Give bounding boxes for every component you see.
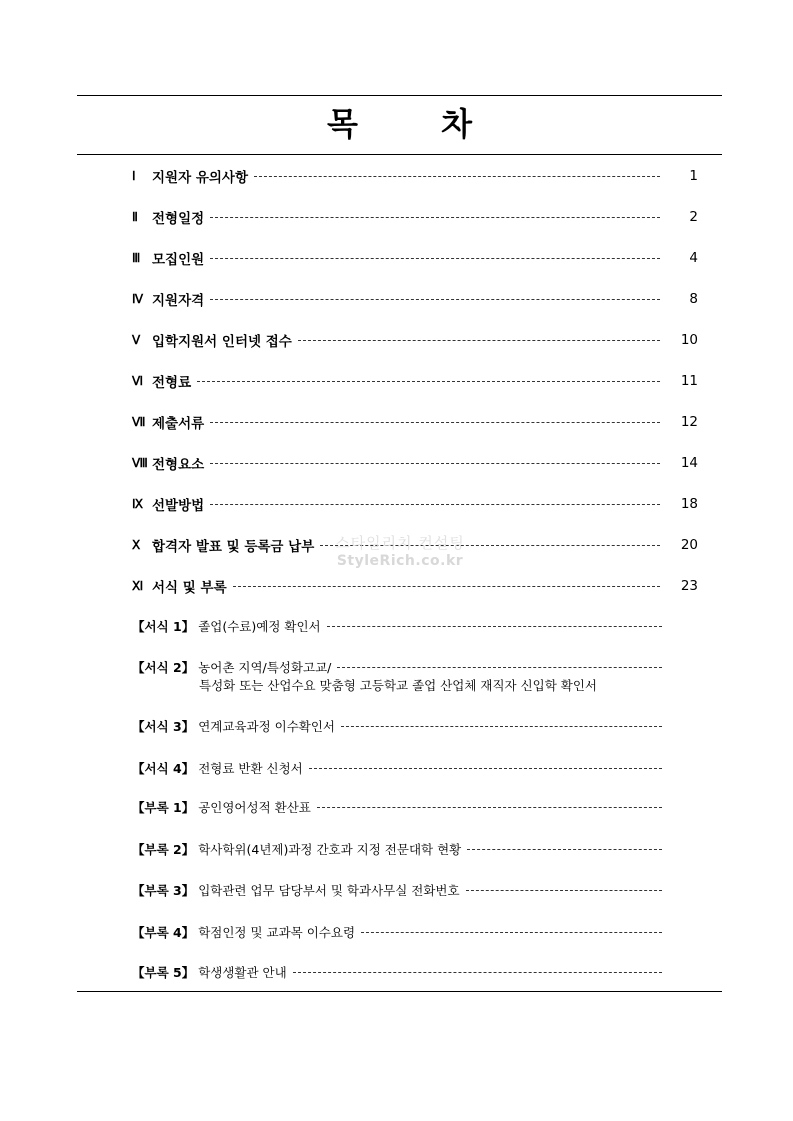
dot-leader — [197, 381, 660, 382]
toc-entry[interactable] — [132, 288, 700, 310]
toc-label: 모집인원 — [152, 252, 205, 268]
title-rule — [77, 154, 722, 155]
appendix-entry[interactable] — [132, 962, 662, 982]
toc-entry[interactable] — [132, 165, 700, 187]
appendix-entry[interactable] — [132, 616, 662, 636]
toc-label: 입학지원서 인터넷 접수 — [152, 334, 292, 350]
toc-label: 지원자 유의사항 — [152, 170, 248, 186]
toc-number: Ⅹ — [132, 537, 140, 552]
toc-number: Ⅸ — [132, 496, 143, 511]
appendix-entry[interactable] — [132, 716, 662, 736]
toc-entry[interactable] — [132, 247, 700, 269]
appendix-tag: 【부록 1】 — [132, 800, 195, 815]
toc-entry[interactable] — [132, 329, 700, 351]
toc-label: 전형료 — [152, 375, 192, 391]
toc-entry[interactable] — [132, 370, 700, 392]
dot-leader — [233, 586, 660, 587]
toc-label: 선발방법 — [152, 498, 205, 514]
toc-number: Ⅲ — [132, 250, 140, 265]
bottom-rule — [77, 991, 722, 992]
dot-leader — [309, 768, 662, 769]
appendix-title: 공인영어성적 환산표 — [198, 800, 311, 815]
dot-leader — [293, 972, 662, 973]
dot-leader — [210, 258, 660, 259]
appendix-title: 학점인정 및 교과목 이수요령 — [198, 925, 356, 940]
top-rule — [77, 95, 722, 96]
toc-number: Ⅴ — [132, 332, 140, 347]
appendix-title: 전형료 반환 신청서 — [198, 761, 303, 776]
page-title: 목 차 — [327, 105, 508, 143]
toc-page-number: 11 — [680, 373, 698, 389]
toc-number: Ⅷ — [132, 455, 147, 470]
toc-entry[interactable] — [132, 493, 700, 515]
toc-entry[interactable] — [132, 534, 700, 556]
appendix-entry[interactable] — [132, 758, 662, 778]
appendix-entry[interactable] — [132, 880, 662, 900]
appendix-tag: 【부록 4】 — [132, 925, 195, 940]
toc-number: Ⅱ — [132, 209, 137, 224]
dot-leader — [466, 890, 662, 891]
toc-page-number: 4 — [689, 250, 698, 266]
appendix-tag: 【서식 1】 — [132, 619, 195, 634]
toc-number: Ⅵ — [132, 373, 143, 388]
appendix-title-continued: 특성화 또는 산업수요 맞춤형 고등학교 졸업 산업체 재직자 신입학 확인서 — [199, 678, 598, 693]
appendix-entry[interactable] — [132, 839, 662, 859]
dot-leader — [210, 463, 660, 464]
toc-page-number: 14 — [680, 455, 698, 471]
toc-page-number: 12 — [680, 414, 698, 430]
appendix-tag: 【부록 2】 — [132, 842, 195, 857]
appendix-title: 입학관련 업무 담당부서 및 학과사무실 전화번호 — [198, 883, 460, 898]
appendix-title: 졸업(수료)예정 확인서 — [198, 619, 321, 634]
appendix-tag: 【부록 5】 — [132, 965, 195, 980]
appendix-tag: 【서식 3】 — [132, 719, 195, 734]
toc-entry[interactable] — [132, 452, 700, 474]
appendix-entry[interactable] — [132, 657, 662, 695]
dot-leader — [210, 217, 660, 218]
appendix-title: 농어촌 지역/특성화고교/ — [198, 660, 332, 675]
toc-page-number: 10 — [680, 332, 698, 348]
dot-leader — [341, 726, 662, 727]
watermark-korean: 스타일리치 컨설팅 — [335, 534, 465, 552]
dot-leader — [467, 849, 662, 850]
toc-page-number: 1 — [689, 168, 698, 184]
toc-label: 서식 및 부록 — [152, 580, 227, 596]
toc-label: 전형요소 — [152, 457, 205, 473]
toc-page-number: 8 — [689, 291, 698, 307]
toc-page-number: 2 — [689, 209, 698, 225]
dot-leader — [210, 299, 660, 300]
dot-leader — [320, 545, 660, 546]
dot-leader — [337, 667, 662, 668]
appendix-title: 연계교육과정 이수확인서 — [198, 719, 336, 734]
toc-entry[interactable] — [132, 411, 700, 433]
toc-number: Ⅶ — [132, 414, 145, 429]
toc-label: 합격자 발표 및 등록금 납부 — [152, 539, 315, 555]
toc-number: Ⅰ — [132, 168, 135, 183]
appendix-tag: 【부록 3】 — [132, 883, 195, 898]
dot-leader — [210, 504, 660, 505]
toc-entry[interactable] — [132, 575, 700, 597]
appendix-tag: 【서식 4】 — [132, 761, 195, 776]
appendix-title: 학사학위(4년제)과정 간호과 지정 전문대학 현황 — [198, 842, 462, 857]
dot-leader — [210, 422, 660, 423]
toc-page-number: 23 — [680, 578, 698, 594]
dot-leader — [327, 626, 662, 627]
toc-page-number: 20 — [680, 537, 698, 553]
appendix-entry[interactable] — [132, 922, 662, 942]
appendix-entry[interactable] — [132, 797, 662, 817]
toc-label: 지원자격 — [152, 293, 205, 309]
toc-entry[interactable] — [132, 206, 700, 228]
toc-label: 전형일정 — [152, 211, 205, 227]
appendix-tag: 【서식 2】 — [132, 660, 195, 675]
dot-leader — [254, 176, 660, 177]
toc-page-number: 18 — [680, 496, 698, 512]
watermark-url: StyleRich.co.kr — [336, 553, 464, 569]
toc-number: Ⅳ — [132, 291, 143, 306]
appendix-title: 학생생활관 안내 — [198, 965, 287, 980]
dot-leader — [361, 932, 662, 933]
toc-number: Ⅺ — [132, 578, 143, 593]
dot-leader — [317, 807, 662, 808]
toc-label: 제출서류 — [152, 416, 205, 432]
dot-leader — [298, 340, 660, 341]
